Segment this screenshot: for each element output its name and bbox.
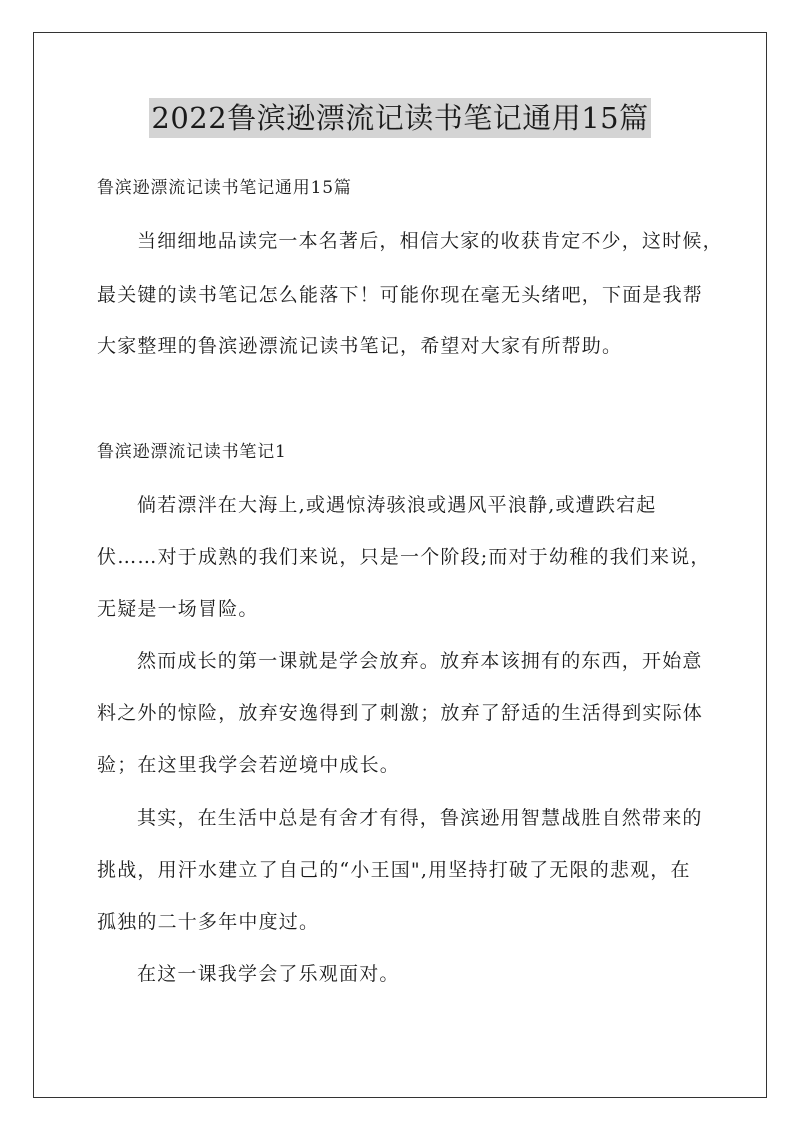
paragraph3-line-1: 其实，在生活中总是有舍才有得，鲁滨逊用智慧战胜自然带来的	[137, 807, 703, 829]
paragraph2-line-2: 料之外的惊险，放弃安逸得到了刺激；放弃了舒适的生活得到实际体	[97, 702, 704, 724]
paragraph1-line-1: 倘若漂泮在大海上,或遇惊涛骇浪或遇风平浪静,或遭跌宕起	[137, 494, 657, 516]
paragraph4-line-1: 在这一课我学会了乐观面对。	[137, 963, 400, 985]
paragraph2-line-3: 验；在这里我学会若逆境中成长。	[97, 754, 401, 776]
title-container	[0, 98, 800, 138]
paragraph3-line-3: 孤独的二十多年中度过。	[97, 911, 320, 933]
document-title: 2022鲁滨逊漂流记读书笔记通用15篇	[149, 98, 650, 138]
paragraph1-line-3: 无疑是一场冒险。	[97, 598, 259, 620]
intro-line-1: 当细细地品读完一本名著后，相信大家的收获肯定不少，这时候，	[137, 230, 723, 252]
intro-line-2: 最关键的读书笔记怎么能落下！可能你现在毫无头绪吧，下面是我帮	[97, 284, 704, 306]
document-subtitle: 鲁滨逊漂流记读书笔记通用15篇	[97, 178, 352, 198]
paragraph3-line-2: 挑战，用汗水建立了自己的“小王国",用坚持打破了无限的悲观，在	[97, 859, 691, 881]
paragraph2-line-1: 然而成长的第一课就是学会放弃。放弃本该拥有的东西，开始意	[137, 650, 703, 672]
intro-line-3: 大家整理的鲁滨逊漂流记读书笔记，希望对大家有所帮助。	[97, 335, 623, 357]
paragraph1-line-2: 伏……对于成熟的我们来说，只是一个阶段;而对于幼稚的我们来说，	[97, 546, 711, 568]
section-heading: 鲁滨逊漂流记读书笔记1	[97, 442, 287, 462]
